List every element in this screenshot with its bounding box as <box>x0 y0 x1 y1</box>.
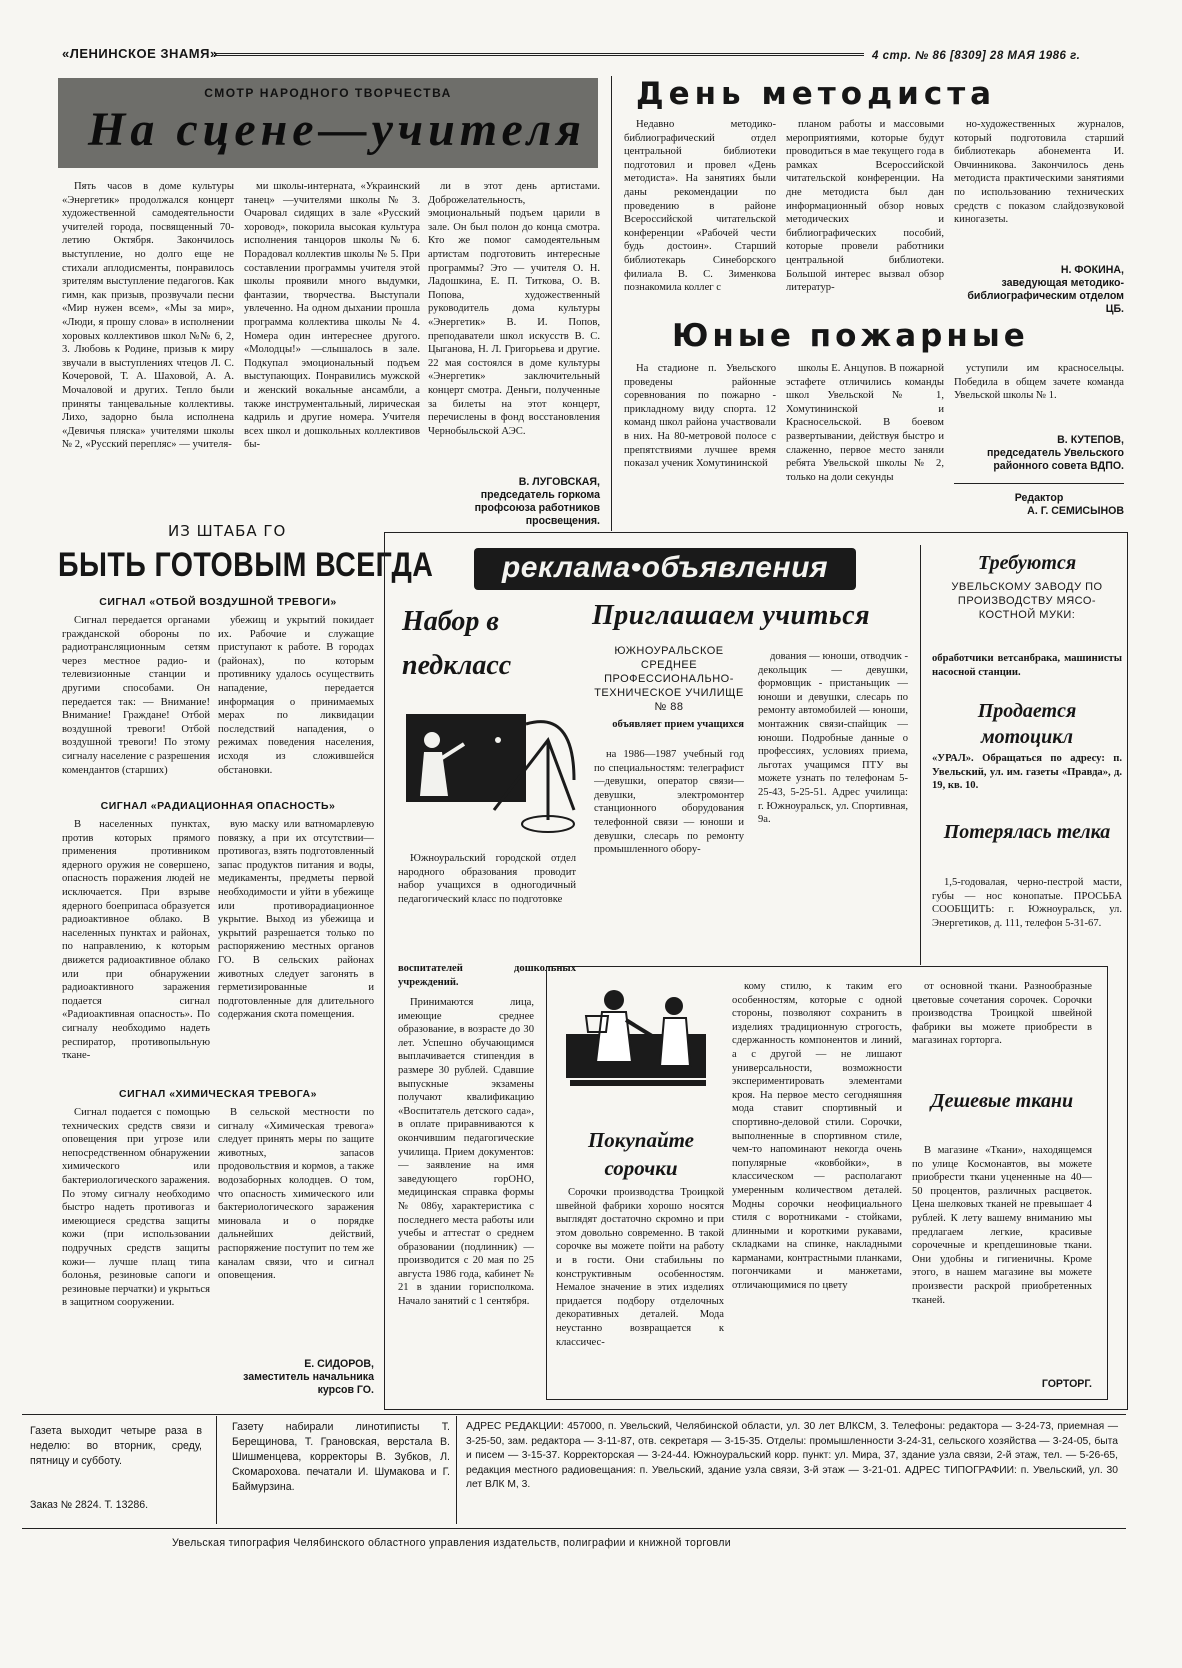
footer-divider-2 <box>456 1416 457 1524</box>
masthead-rule <box>214 53 864 56</box>
shirts-illustration <box>556 976 726 1106</box>
footer-rule <box>22 1414 1126 1415</box>
column-divider <box>611 76 612 531</box>
pedclass-bold: воспитателей дошкольных учреждений. <box>398 963 576 988</box>
ads-banner <box>474 548 856 590</box>
pedclass-text2: Принимаются лица, имеющие среднее образование, в возрасте до 30 лет. Успешно обучающимся выплачивается стипендия в размере 30 рублей. Сдавшие выпускные экзамены получают квалификацию «Воспитатель детского сада», в оплате приравниваются к окончившим педагогические училища. Прием документов: — заявление на имя заведующего горОНО, медицинская справка формы № 086у, характеристика с последнего места работы или учебы и аттестат о среднем образовании (подлинник) — производится с 20 мая по 25 августа 1986 года, кабинет № 21 в здании горисполкома. Начало занятий с 1 сентября. <box>398 997 534 1308</box>
study-org: ЮЖНОУРАЛЬСКОЕ СРЕДНЕЕ ПРОФЕССИОНАЛЬНО-ТЕХНИЧЕСКОЕ УЧИЛИЩЕ № 88 <box>594 645 744 713</box>
issue-info: 4 стр. № 86 [8309] 28 МАЯ 1986 г. <box>872 50 1081 62</box>
article2-col3: но-художественных журналов, который подготовила старший библиотекарь абонемента И. Овчинникова. Закончилось день методиста практическими занятиями по использованию технических средств с показом слайдозвуковой киногазеты. <box>954 119 1124 226</box>
jobs-list: обработчики ветсанбрака, машинисты насосной станции. <box>932 653 1122 678</box>
footer-bottom-rule <box>22 1528 1126 1529</box>
article3-sign-role: председатель Увельского районного совета ВДПО. <box>987 447 1124 472</box>
article1-signature <box>428 476 600 528</box>
moto-title: Продается мотоцикл <box>977 700 1077 748</box>
article2-signature <box>954 264 1124 316</box>
article2-title: День методиста <box>636 76 997 112</box>
signal2-subhead: СИГНАЛ «РАДИАЦИОННАЯ ОПАСНОСТЬ» <box>100 800 336 812</box>
calf-text: 1,5-годовалая, черно-пестрой масти, губы — нос конопатые. ПРОСЬБА СООБЩИТЬ: г. Южноуральск, ул. Энергетиков, д. 111, телефон 5-31-67. <box>932 877 1122 929</box>
article3-col2: школы Е. Анцупов. В пожарной эстафете отличились команды школ Увельской № 1, Хомутининской и Красносельской. В боевом развертывании, действуя быстро и слаженно, первое место заняли ребята Увельской школы № 2, только на доли секунды <box>786 363 944 483</box>
shirts-col1: Сорочки производства Троицкой швейной фабрики хорошо носятся выглядят достаточно скромно и при этом довольно современно. В такой сорочке вы можете пойти на работу и в гости. Они стабильны по конструктивным особенностям. Немалое значение в этих изделиях придается подбору отделочных декоративных деталей. Мода неустанно возвращается к классичес- <box>556 1187 724 1348</box>
editor-name: А. Г. СЕМИСЫНОВ <box>1027 505 1124 517</box>
article4-sign-name: Е. СИДОРОВ, <box>304 1358 374 1370</box>
editor-rule <box>954 483 1124 484</box>
teacher-illustration <box>398 700 582 840</box>
masthead-title: «ЛЕНИНСКОЕ ЗНАМЯ» <box>62 46 218 61</box>
signal3-subhead: СИГНАЛ «ХИМИЧЕСКАЯ ТРЕВОГА» <box>119 1088 317 1100</box>
article1-kicker: СМОТР НАРОДНОГО ТВОРЧЕСТВА <box>204 86 452 100</box>
footer-divider-1 <box>216 1416 217 1524</box>
ads-banner-text: реклама•объявления <box>501 551 829 584</box>
footer-schedule: Газета выходит четыре раза в неделю: во вторник, среду, пятницу и субботу. <box>30 1425 202 1467</box>
pedclass-text: Южноуральский городской отдел народного образования проводит набор учащихся в одногодичный педагогический класс по подготовке <box>398 853 576 905</box>
study-col1: на 1986—1987 учебный год по специальностям: телеграфист —девушки, оператор связи— девушки, электромонтер станционного оборудования телефонной связи — юноши и девушки, слесарь по ремонту промышленного обору- <box>594 749 744 856</box>
article4-title: БЫТЬ ГОТОВЫМ ВСЕГДА <box>58 546 434 584</box>
study-lead: объявляет прием учащихся <box>612 719 744 730</box>
article2-col1: Недавно методико-библиографический отдел центральной библиотеки подготовил и провел «День методиста». На занятиях были даны рекомендации по проведению в районе Всероссийской читательской конференции «Рабочей чести будь достоин». Старший библиотекарь Синеборского филиала В. С. Зименкова познакомила коллег с <box>624 119 776 294</box>
signal1-subhead: СИГНАЛ «ОТБОЙ ВОЗДУШНОЙ ТРЕВОГИ» <box>99 596 337 608</box>
article3-col1: На стадионе п. Увельского проведены районные соревнования по пожарно - прикладному виду спорта. 12 команд школ района участвовали в них. На 80-метровой полосе с препятствиями лучшее время показал ученик Хомутининской <box>624 363 776 470</box>
study-col2: дования — юноши, отводчик - декольщик — девушки, формовщик - пристаньщик — юноши и девушки, слесарь по ремонту автомобилей — юноши, монтажник связи-спайщик — юноши. Подробные данные о профессиях, условиях приема, льготах учащимся ПТУ вы можете узнать по телефонам 5-25-43, 5-25-51. Адрес училища: г. Южноуральск, ул. Спортивная, 9а. <box>758 651 908 826</box>
jobs-title: Требуются <box>977 552 1077 574</box>
article1-title: На сцене—учителя <box>88 103 586 156</box>
shirts-title: Покупайте сорочки <box>587 1128 695 1180</box>
signal1-col1: Сигнал передается органами гражданской обороны по радиотрансляционным сетям через местное радио- и телевизионные станции и другими способами. Он передается так: — Внимание! Внимание! Граждане! Отбой воздушной тревоги! Отбой воздушной тревоги! По этому сигналу население с разрешения комендантов (старших) <box>62 615 210 776</box>
article4-signature <box>218 1358 374 1397</box>
article3-sign-name: В. КУТЕПОВ, <box>1057 434 1124 446</box>
article2-sign-role: заведующая методико-библиографическим отделом ЦБ. <box>967 277 1124 315</box>
fabric-title: Дешевые ткани <box>930 1090 1074 1112</box>
signal2-col1: В населенных пунктах, против которых прямого применения противником ядерного оружия не совершено, опасность поражения людей не исключается. При взрыве ядерного боеприпаса образуется радиоактивное облако. В населенных пунктах и районах, по направлению, к которым движется радиоактивное облако или при обнаружении радиоактивного заражения подается сигнал «Радиоактивная опасность». По сигналу необходимо надеть респиратор, противопыльную ткане- <box>62 819 210 1062</box>
headline-block <box>58 78 598 168</box>
article1-col3: ли в этот день артистами. Доброжелательность, эмоциональный подъем царили в зале. Он был полон до конца смотра. Кто же помог самодеятельным артистам подготовить интересные программы? Это — учителя О. Н. Ладошкина, Е. П. Титкова, О. В. Попова, художественный руководитель дома культуры «Энергетик» В. И. Попов, преподаватели школ искусств В. С. Цыганова, Н. Л. Григорьева и другие. 22 мая состоялся в доме культуры «Энергетик» заключительный концерт смотра. Деньги, полученные за билеты на этот концерт, перечислены в фонд восстановления Чернобыльской АЭС. <box>428 181 600 437</box>
article1-col1: Пять часов в доме культуры «Энергетик» продолжался концерт художественной самодеятельности учителей города, посвященный 70-летию Октября. Закончилось выступление, но долго еще не стихали аплодисменты, понравилось зрителям выступление педагогов. Как гимн, как призыв, прозвучали песни «Мир нужен всем», «Мы за мир», «Люди, я прошу слова» в исполнении хоровых коллективов школ №№ 6, 2, 3. Любовь к Родине, призыв к миру звучали в выступлениях чтецов Л. С. Кочеровой, Т. А. Шаховой, А. А. Мочаловой и других. Тепло были приняты танцевальные коллективы. Лихо, задорно была исполнена «Девичья пляска» учителями школы № 2, «Русский перепляс» — учителя- <box>62 181 234 451</box>
article3-title: Юные пожарные <box>672 318 1029 354</box>
fabric-sign: ГОРТОРГ. <box>1041 1378 1092 1390</box>
moto-text: «УРАЛ». Обращаться по адресу: п. Увельский, ул. им. газеты «Правда», д. 19, кв. 10. <box>932 753 1122 792</box>
fabric-text: В магазине «Ткани», находящемся по улице Космонавтов, вы можете приобрести ткани уцененные на 40—50 процентов, различных расцветок. Цена шелковых тканей не превышает 4 рублей. К лету вашему вниманию мы предлагаем легкие, красивые сорочечные и крепдешиновые ткани. Они удобны и гигиеничны. Кроме этого, в нашем магазине вы можете произвести раскрой приобретенных тканей. <box>912 1145 1092 1306</box>
article2-col2: планом работы и массовыми мероприятиями, которые будут проводиться в мае текущего года в рамках Всероссийской читательской конференции. На дне методиста был дан информационный обзор новых методических и библиографических пособий, которые провели работники центральной библиотеки. Большой интерес вызвал обзор литератур- <box>786 119 944 294</box>
article4-kicker: ИЗ ШТАБА ГО <box>168 522 287 540</box>
footer-address: АДРЕС РЕДАКЦИИ: 457000, п. Увельский, Челябинской области, ул. 30 лет ВЛКСМ, 3. Телефоны: редактора — 3-24-73, приемная — 3-25-50, зам. редактора — 3-11-87, отв. секретаря — 3-15-35. Отделы: промышленности 3-24-31, сельского хозяйства — 3-24-05, быта и писем — 3-15-37. Корректорская — 3-24-44. Южноуральский корр. пункт: ул. Мира, 37, здание узла связи, 2-й этаж, тел. — 5-26-65, редакция местного радиовещания: п. Увельский, здание узла связи, 3-й этаж — 3-21-01. АДРЕС ТИПОГРАФИИ: п. Увельский, ул. 30 лет ВЛК М, 3. <box>466 1421 1118 1490</box>
footer-printer: Увельская типография Челябинского областного управления издательств, полиграфии и книжной торговли <box>172 1537 731 1549</box>
study-title: Приглашаем учиться <box>592 600 871 631</box>
article3-signature <box>954 434 1124 473</box>
signal2-col2: вую маску или ватномарлевую повязку, а при их отсутствии—противогаз, взять подготовленный запас продуктов питания и воды, медикаменты, предметы первой необходимости и уйти в убежище или противорадиационное укрытие. Выход из убежища и укрытий разрешается только по распоряжению местных органов ГО. В сельских районах животных следует загонять в герметизированные и подготовленные для длительного содержания скота помещения. <box>218 819 374 1021</box>
article2-sign-name: Н. ФОКИНА, <box>1060 264 1124 276</box>
pedclass-title: Набор в педкласс <box>402 606 512 681</box>
shirts-col3: от основной ткани. Разнообразные цветовые сочетания сорочек. Сорочки производства Троицкой швейной фабрики вы можете приобрести в магазинах горторга. <box>912 981 1092 1047</box>
article1-sign-name: В. ЛУГОВСКАЯ, <box>518 476 600 488</box>
signal1-col2: убежищ и укрытий покидает их. Рабочие и служащие приступают к работе. В городах (районах), по которым противнику удалось осуществить нападение, передается информация о принимаемых мерах по ликвидации последствий нападения, о режимах поведения населения, исходя из сложившейся обстановки. <box>218 615 374 776</box>
jobs-text: УВЕЛЬСКОМУ ЗАВОДУ ПО ПРОИЗВОДСТВУ МЯСО-КОСТНОЙ МУКИ: <box>951 581 1103 621</box>
ads-divider <box>920 545 921 965</box>
article1-col2: ми школы-интерната, «Украинский танец» —учителями школы № 3. Очаровал сидящих в зале «Русский хоровод», покорила высокая культура исполнения танцоров школы № 6. Порадовал коллектив школы № 5. При составлении программы учителя этой школы проявили много выдумки, фантазии, творчества. Выступали увлеченно. На одном дыхании прошла программа коллектива школы № 4. Номера один интереснее другого. «Молодцы!» —слышалось в зале. Подкупал эмоциональный подъем выступающих. Понравились мужской и женский вокальные ансамбли, а также инструментальный, лирическая кадриль и другие номера. Учителя всех школ и дошкольных коллективов бы- <box>244 181 420 451</box>
editor-block <box>954 492 1124 518</box>
shirts-col2: кому стилю, к таким его особенностям, которые с одной стороны, позволяют сохранить в изделиях традиционную строгость, сдержанность компонентов и линий, а с другой — не лишают универсальности, возможности экспериментировать элементами кроя. На первое место сегодняшняя мода ставит спортивный и спортивно-деловой стили. Сорочки, выполненные в спортивном стиле, чем-то напоминают некогда очень популярные «ковбойки», в классическом — располагают умеренным количеством деталей. Модны сорочки неофициального стиля с воротниками - стойками, длинными и короткими рукавами, складками на спинке, накладными карманами, контрастными планками, погончиками и манжетами, отличающимися по цвету <box>732 981 902 1292</box>
calf-title: Потерялась телка <box>943 821 1111 843</box>
signal3-col2: В сельской местности по сигналу «Химическая тревога» следует принять меры по защите животных, запасов продовольствия и кормов, а также водозаборных колодцев. О том, что опасность химического или бактериологического заражения миновала и о порядке дальнейших действий, распоряжение поступит по тем же каналам связи, что и сигнал оповещения. <box>218 1107 374 1282</box>
signal3-col1: Сигнал подается с помощью технических средств связи и оповещения при угрозе или непосредственном обнаружении химического или бактериологического заражения. По этому сигналу необходимо быстро надеть противогаз и имеющиеся средства защиты кожи (при использовании подручных средств защиты кожи— лучше плащ типа болонья, резиновые сапоги и резиновые перчатки) и укрыться в защитном сооружении. <box>62 1107 210 1309</box>
article1-sign-role: председатель горкома профсоюза работников просвещения. <box>474 489 600 527</box>
article3-col3: уступили им красносельцы. Победила в общем зачете команда Увельской школы № 1. <box>954 363 1124 402</box>
article4-sign-role: заместитель начальника курсов ГО. <box>243 1371 374 1396</box>
editor-label: Редактор <box>1014 492 1064 504</box>
footer-staff: Газету набирали линотиписты Т. Берещинова, Т. Грановская, верстала В. Шишменцева, корректоры В. Зубков, Л. Скомарохова. печатали И. Шумакова и Г. Баймурзина. <box>232 1421 450 1493</box>
footer-order: Заказ № 2824. Т. 13286. <box>30 1499 149 1511</box>
